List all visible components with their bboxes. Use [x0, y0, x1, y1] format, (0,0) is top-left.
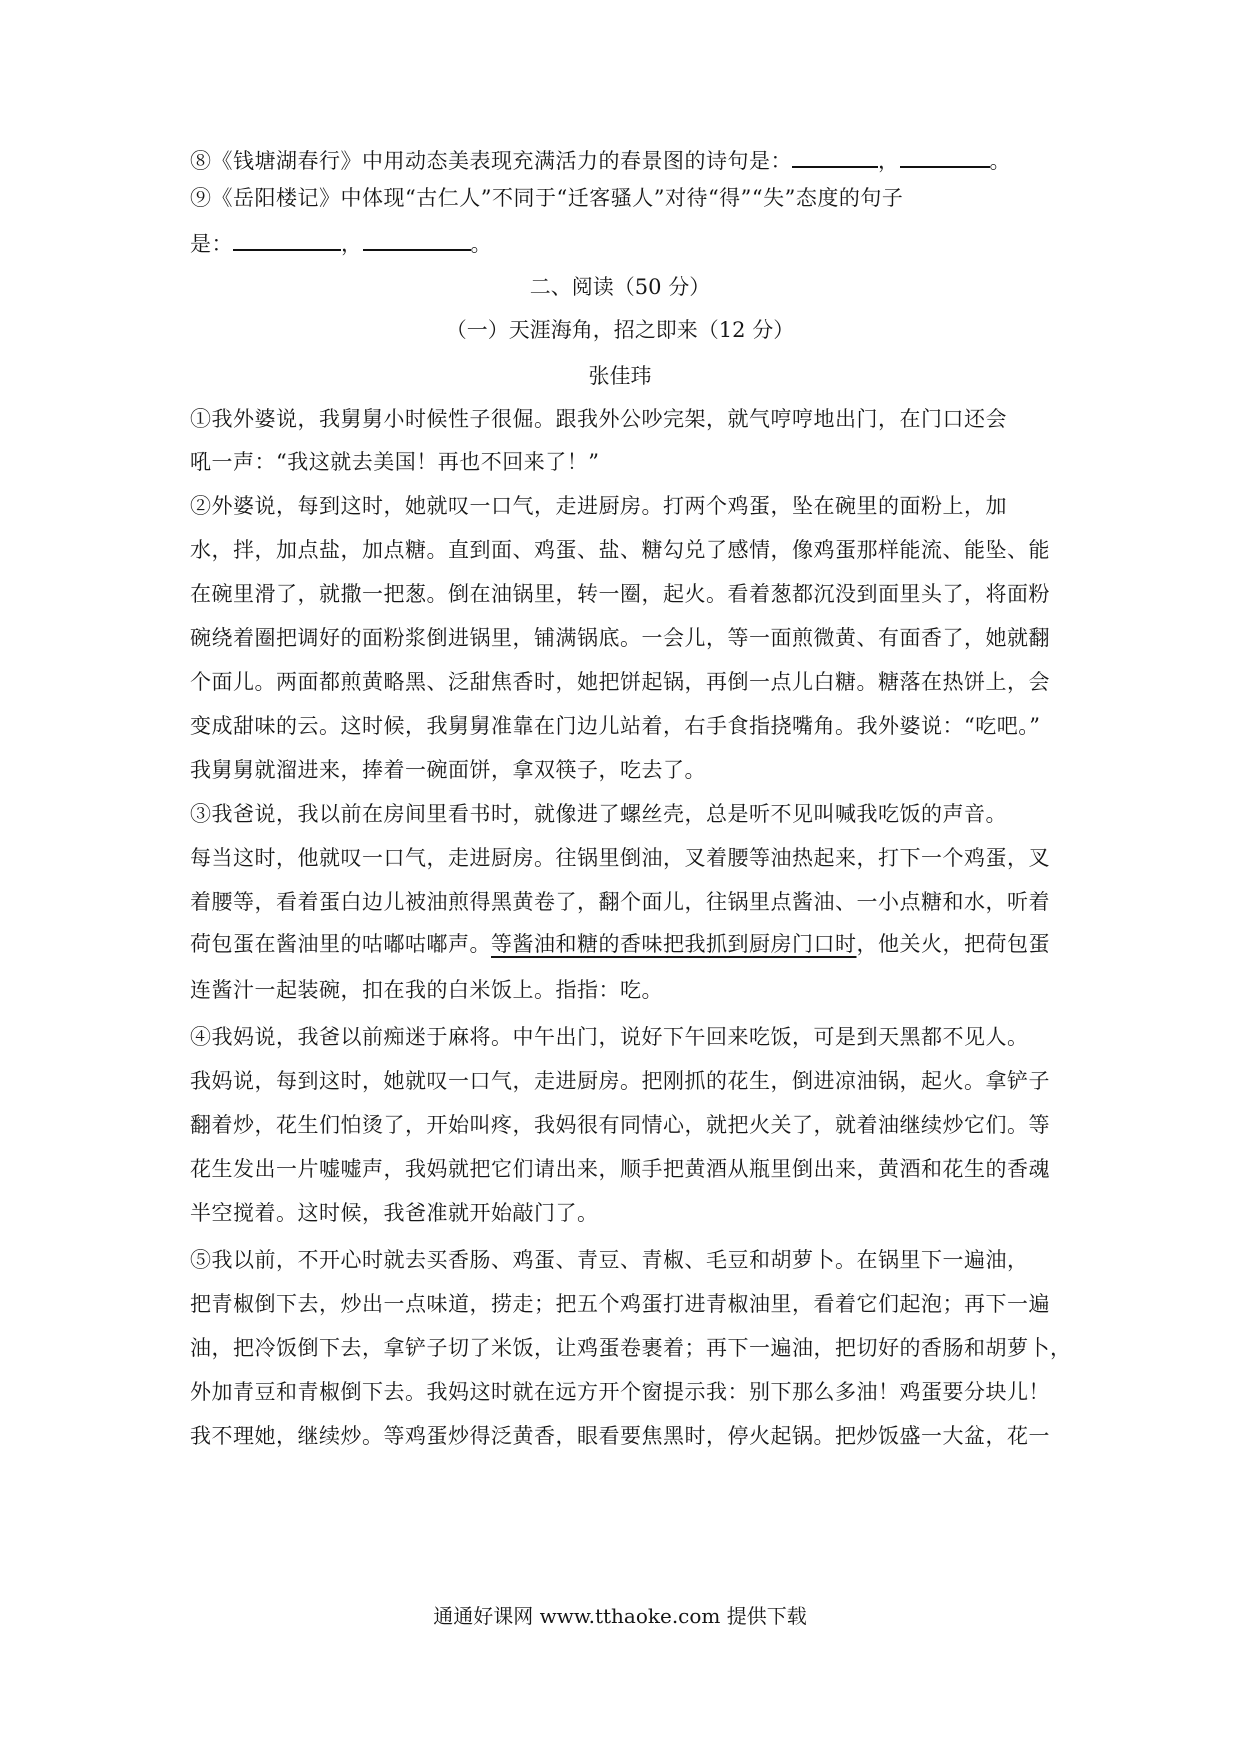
section-title: 二、阅读（50 分）: [529, 275, 711, 299]
question-8-text: ⑧《钱塘湖春行》中用动态美表现充满活力的春景图的诗句是：: [190, 149, 792, 173]
paragraph-4-line: 我妈说，每到这时，她就叹一口气，走进厨房。把刚抓的花生，倒进凉油锅，起火。拿铲子: [190, 1069, 1050, 1093]
paragraph-4-line: 半空搅着。这时候，我爸准就开始敲门了。: [190, 1201, 599, 1225]
paragraph-5-line: 把青椒倒下去，炒出一点味道，捞走；把五个鸡蛋打进青椒油里，看着它们起泡；再下一遍: [190, 1292, 1050, 1316]
answer-blank[interactable]: [900, 146, 990, 168]
question-9-end: 。: [470, 232, 492, 256]
paragraph-3-line: 连酱汁一起装碗，扣在我的白米饭上。指指：吃。: [190, 978, 663, 1002]
question-8-end: 。: [989, 149, 1011, 173]
paragraph-3-line: 每当这时，他就叹一口气，走进厨房。往锅里倒油，叉着腰等油热起来，打下一个鸡蛋，叉: [190, 846, 1050, 870]
paragraph-3-text: 荷包蛋在酱油里的咕嘟咕嘟声。: [190, 932, 491, 956]
paragraph-2-line: ②外婆说，每到这时，她就叹一口气，走进厨房。打两个鸡蛋，坠在碗里的面粉上，加: [190, 494, 1007, 518]
paragraph-3-text: ，他关火，把荷包蛋: [856, 932, 1050, 956]
paragraph-2-line: 我舅舅就溜进来，捧着一碗面饼，拿双筷子，吃去了。: [190, 758, 706, 782]
paragraph-4-line: ④我妈说，我爸以前痴迷于麻将。中午出门，说好下午回来吃饭，可是到天黑都不见人。: [190, 1025, 1029, 1049]
question-9-line-1: ⑨《岳阳楼记》中体现“古仁人”不同于“迁客骚人”对待“得”“失”态度的句子: [190, 186, 904, 210]
paragraph-5-line: 油，把冷饭倒下去，拿铲子切了米饭，让鸡蛋卷裹着；再下一遍油，把切好的香肠和胡萝卜，: [190, 1336, 1072, 1360]
author-name: 张佳玮: [588, 364, 652, 388]
question-9-separator: ，: [341, 232, 363, 256]
paragraph-2-line: 个面儿。两面都煎黄略黑、泛甜焦香时，她把饼起锅，再倒一点儿白糖。糖落在热饼上，会: [190, 670, 1050, 694]
paragraph-3-line: ③我爸说，我以前在房间里看书时，就像进了螺丝壳，总是听不见叫喊我吃饭的声音。: [190, 802, 1007, 826]
paragraph-2-line: 水，拌，加点盐，加点糖。直到面、鸡蛋、盐、糖勾兑了感情，像鸡蛋那样能流、能坠、能: [190, 538, 1050, 562]
underlined-sentence: 等酱油和糖的香味把我抓到厨房门口时: [491, 932, 857, 956]
question-9-prefix: 是：: [190, 232, 233, 256]
answer-blank[interactable]: [363, 229, 471, 251]
paragraph-5-line: ⑤我以前，不开心时就去买香肠、鸡蛋、青豆、青椒、毛豆和胡萝卜。在锅里下一遍油，: [190, 1248, 1029, 1272]
paragraph-4-line: 花生发出一片嘘嘘声，我妈就把它们请出来，顺手把黄酒从瓶里倒出来，黄酒和花生的香魂: [190, 1157, 1050, 1181]
section-subtitle: （一）天涯海角，招之即来（12 分）: [445, 318, 795, 342]
footer-text: 通通好课网 www.tthaoke.com 提供下载: [433, 1604, 807, 1628]
paragraph-3-line: 着腰等，看着蛋白边儿被油煎得黑黄卷了，翻个面儿，往锅里点酱油、一小点糖和水，听着: [190, 890, 1050, 914]
paragraph-1-line: ①我外婆说，我舅舅小时候性子很倔。跟我外公吵完架，就气哼哼地出门，在门口还会: [190, 407, 1007, 431]
question-9-line-2: [190, 229, 1060, 258]
paragraph-2-line: 碗绕着圈把调好的面粉浆倒进锅里，铺满锅底。一会儿，等一面煎微黄、有面香了，她就翻: [190, 626, 1050, 650]
answer-blank[interactable]: [792, 146, 878, 168]
question-8-separator: ，: [878, 149, 900, 173]
question-8: [190, 146, 1060, 175]
paragraph-2-line: 在碗里滑了，就撒一把葱。倒在油锅里，转一圈，起火。看着葱都沉没到面里头了，将面粉: [190, 582, 1050, 606]
paragraph-3-line: [190, 930, 1060, 958]
paragraph-1-line: 吼一声：“我这就去美国！再也不回来了！”: [190, 450, 600, 474]
paragraph-5-line: 外加青豆和青椒倒下去。我妈这时就在远方开个窗提示我：别下那么多油！鸡蛋要分块儿！: [190, 1380, 1050, 1404]
paragraph-4-line: 翻着炒，花生们怕烫了，开始叫疼，我妈很有同情心，就把火关了，就着油继续炒它们。等: [190, 1113, 1050, 1137]
answer-blank[interactable]: [233, 229, 341, 251]
paragraph-5-line: 我不理她，继续炒。等鸡蛋炒得泛黄香，眼看要焦黑时，停火起锅。把炒饭盛一大盆，花一: [190, 1424, 1050, 1448]
paragraph-2-line: 变成甜味的云。这时候，我舅舅准靠在门边儿站着，右手食指挠嘴角。我外婆说：“吃吧。”: [190, 714, 1041, 738]
